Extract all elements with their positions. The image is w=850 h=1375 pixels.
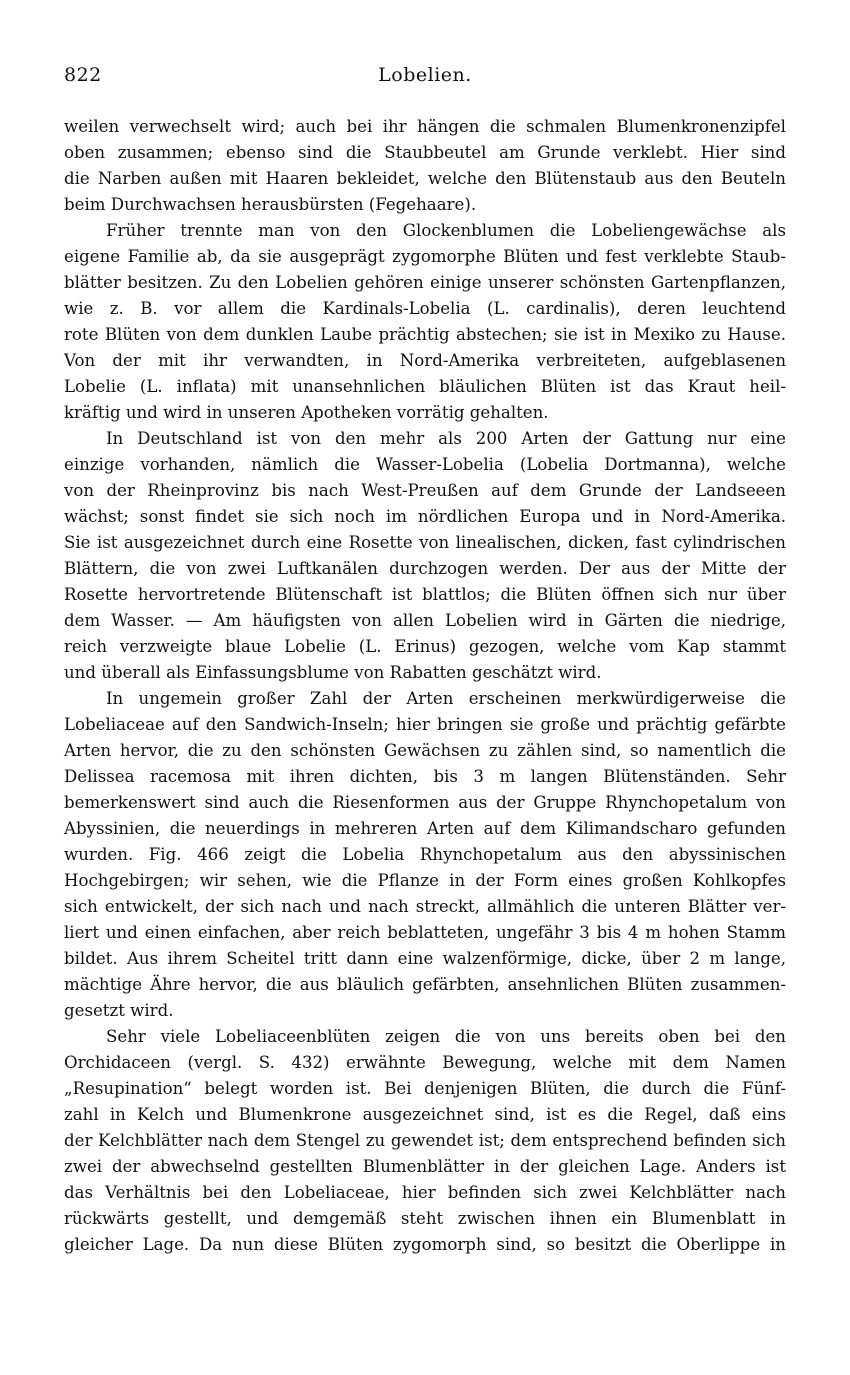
text-line: sich entwickelt, der sich nach und nach streckt, allmählich die unteren Blätter ver- [64, 897, 786, 916]
paragraph [64, 114, 786, 218]
text-line: Hochgebirgen; wir sehen, wie die Pflanze in der Form eines großen Kohlkopfes [64, 871, 786, 890]
text-line: Sie ist ausgezeichnet durch eine Rosette von linealischen, dicken, fast cylindrischen [64, 533, 786, 552]
text-line: beim Durchwachsen herausbürsten (Fegehaare). [64, 195, 477, 214]
text-line: rote Blüten von dem dunklen Laube prächtig abstechen; sie ist in Mexiko zu Hause. [64, 325, 786, 344]
page-number: 822 [64, 64, 102, 86]
text-line: Lobeliaceae auf den Sandwich-Inseln; hier bringen sie große und prächtig gefärbte [64, 715, 786, 734]
body-text [64, 114, 786, 1258]
text-line: wurden. Fig. 466 zeigt die Lobelia Rhynchopetalum aus den abyssinischen [64, 845, 786, 864]
text-line: bemerkenswert sind auch die Riesenformen aus der Gruppe Rhynchopetalum von [64, 793, 786, 812]
text-line: zahl in Kelch und Blumenkrone ausgezeichnet sind, ist es die Regel, daß eins [64, 1105, 786, 1124]
text-line: blätter besitzen. Zu den Lobelien gehören einige unserer schönsten Gartenpflanzen, [64, 273, 786, 292]
text-line: In Deutschland ist von den mehr als 200 Arten der Gattung nur eine [106, 429, 786, 448]
text-line: mächtige Ähre hervor, die aus bläulich gefärbten, ansehnlichen Blüten zusammen- [64, 975, 786, 994]
paragraph [64, 1024, 786, 1258]
text-line: liert und einen einfachen, aber reich beblatteten, ungefähr 3 bis 4 m hohen Stamm [64, 923, 786, 942]
text-line: eigene Familie ab, da sie ausgeprägt zygomorphe Blüten und fest verklebte Staub- [64, 247, 786, 266]
text-line: Von der mit ihr verwandten, in Nord-Amerika verbreiteten, aufgeblasenen [64, 351, 786, 370]
text-line: Orchidaceen (vergl. S. 432) erwähnte Bewegung, welche mit dem Namen [64, 1053, 786, 1072]
text-line: weilen verwechselt wird; auch bei ihr hängen die schmalen Blumenkronenzipfel [64, 117, 786, 136]
text-line: von der Rheinprovinz bis nach West-Preußen auf dem Grunde der Landseeen [64, 481, 786, 500]
text-line: der Kelchblätter nach dem Stengel zu gewendet ist; dem entsprechend befinden sich [64, 1131, 786, 1150]
text-line: In ungemein großer Zahl der Arten erscheinen merkwürdigerweise die [106, 689, 786, 708]
page-header [64, 64, 786, 96]
text-line: Arten hervor, die zu den schönsten Gewächsen zu zählen sind, so namentlich die [64, 741, 786, 760]
text-line: oben zusammen; ebenso sind die Staubbeutel am Grunde verklebt. Hier sind [64, 143, 786, 162]
text-line: kräftig und wird in unseren Apotheken vorrätig gehalten. [64, 403, 549, 422]
text-line: rückwärts gestellt, und demgemäß steht zwischen ihnen ein Blumenblatt in [64, 1209, 786, 1228]
text-line: die Narben außen mit Haaren bekleidet, welche den Blütenstaub aus den Beuteln [64, 169, 786, 188]
text-line: Rosette hervortretende Blütenschaft ist blattlos; die Blüten öffnen sich nur über [64, 585, 786, 604]
text-line: und überall als Einfassungsblume von Rabatten geschätzt wird. [64, 663, 602, 682]
text-line: Früher trennte man von den Glockenblumen die Lobeliengewächse als [106, 221, 786, 240]
running-head: Lobelien. [378, 64, 472, 86]
paragraph [64, 426, 786, 686]
text-line: gesetzt wird. [64, 1001, 174, 1020]
text-line: Lobelie (L. inflata) mit unansehnlichen bläulichen Blüten ist das Kraut heil- [64, 377, 786, 396]
text-line: Blättern, die von zwei Luftkanälen durchzogen werden. Der aus der Mitte der [64, 559, 786, 578]
text-line: „Resupination“ belegt worden ist. Bei denjenigen Blüten, die durch die Fünf- [64, 1079, 786, 1098]
text-line: reich verzweigte blaue Lobelie (L. Erinus) gezogen, welche vom Kap stammt [64, 637, 786, 656]
text-line: bildet. Aus ihrem Scheitel tritt dann eine walzenförmige, dicke, über 2 m lange, [64, 949, 786, 968]
text-line: Sehr viele Lobeliaceenblüten zeigen die von uns bereits oben bei den [106, 1027, 786, 1046]
text-line: Abyssinien, die neuerdings in mehreren Arten auf dem Kilimandscharo gefunden [64, 819, 786, 838]
text-line: wie z. B. vor allem die Kardinals-Lobelia (L. cardinalis), deren leuchtend [64, 299, 786, 318]
text-line: wächst; sonst findet sie sich noch im nördlichen Europa und in Nord-Amerika. [64, 507, 786, 526]
text-line: einzige vorhanden, nämlich die Wasser-Lobelia (Lobelia Dortmanna), welche [64, 455, 786, 474]
text-line: zwei der abwechselnd gestellten Blumenblätter in der gleichen Lage. Anders ist [64, 1157, 786, 1176]
text-line: das Verhältnis bei den Lobeliaceae, hier befinden sich zwei Kelchblätter nach [64, 1183, 786, 1202]
text-line: Delissea racemosa mit ihren dichten, bis 3 m langen Blütenständen. Sehr [64, 767, 786, 786]
text-line: gleicher Lage. Da nun diese Blüten zygomorph sind, so besitzt die Oberlippe in [64, 1235, 786, 1254]
paragraph [64, 218, 786, 426]
paragraph [64, 686, 786, 1024]
text-line: dem Wasser. — Am häufigsten von allen Lobelien wird in Gärten die niedrige, [64, 611, 786, 630]
